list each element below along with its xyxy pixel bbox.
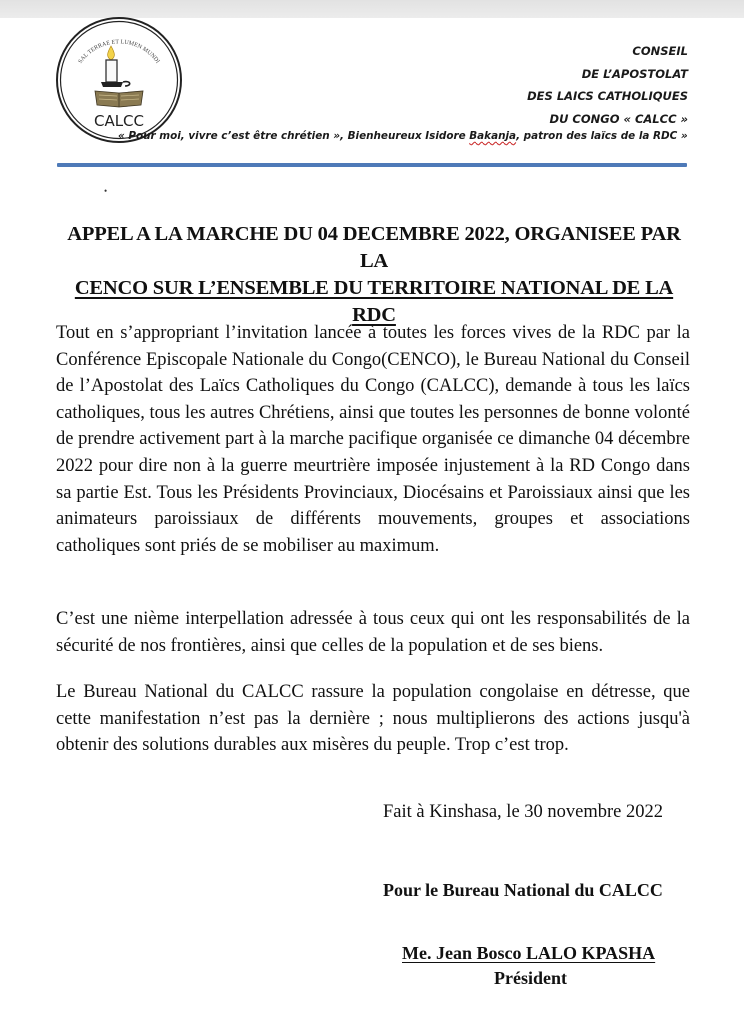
org-line: DES LAICS CATHOLIQUES: [527, 89, 688, 103]
calcc-logo: [55, 16, 183, 144]
org-line: DE L’APOSTOLAT: [581, 66, 688, 81]
body-paragraph-3: Le Bureau National du CALCC rassure la population congolaise en détresse, que cette manifestation n’est pas la dernière ; nous multiplierons des actions jusqu'à obtenir des solutions durables aux misères du peuple. Trop c’est trop.: [56, 682, 690, 756]
on-behalf-of: Pour le Bureau National du CALCC: [383, 880, 663, 900]
document-title: [58, 221, 690, 329]
org-line: CONSEIL: [632, 44, 688, 58]
candle-icon: [101, 46, 130, 87]
organization-name: [527, 40, 688, 130]
place-and-date: Fait à Kinshasa, le 30 novembre 2022: [383, 802, 664, 822]
signatory-name: Me. Jean Bosco LALO KPASHA: [402, 943, 656, 963]
title-line-1: APPEL A LA MARCHE DU 04 DECEMBRE 2022, ORGANISEE PAR LA: [67, 223, 681, 272]
header-divider: [57, 163, 687, 167]
open-book-icon: [95, 91, 143, 107]
stray-mark: •: [104, 186, 108, 196]
svg-text:CALCC: CALCC: [93, 112, 145, 130]
title-line-2: CENCO SUR L’ENSEMBLE DU TERRITOIRE NATIONAL DE LA RDC: [74, 277, 674, 326]
signatory-role: Président: [494, 968, 567, 988]
org-line: DU CONGO « CALCC »: [549, 111, 688, 126]
motto: « Pour moi, vivre c’est être chrétien », Bienheureux Isidore Bakanja, patron des laïcs de la RDC »: [118, 130, 688, 142]
body-paragraph-2: C’est une nième interpellation adressée à tous ceux qui ont les responsabilités de la sécurité de nos frontières, ainsi que celles de la population et de ses biens.: [56, 609, 690, 656]
spellcheck-word: Bakanja: [469, 130, 517, 142]
svg-text:SAL TERRAE ET LUMEN MUNDI: SAL TERRAE ET LUMEN MUNDI: [77, 39, 161, 65]
body-paragraph-1: Tout en s’appropriant l’invitation lancée à toutes les forces vives de la RDC par la Conférence Episcopale Nationale du Congo(CENCO), le Bureau National du Conseil de l’Apostolat des Laïcs Catholiques du Congo (CALCC), demande à tous les laïcs catholiques, tous les autres Chrétiens, ainsi que toutes les personnes de bonne volonté de prendre activement part à la marche pacifique organisée ce dimanche 04 décembre 2022 pour dire non à la guerre meurtrière imposée injustement à la RD Congo dans sa partie Est. Tous les Présidents Provinciaux, Diocésains et Paroissiaux ainsi que les animateurs paroissiaux de différents mouvements, groupes et associations catholiques sont priés de se mobiliser au maximum.: [56, 323, 691, 556]
